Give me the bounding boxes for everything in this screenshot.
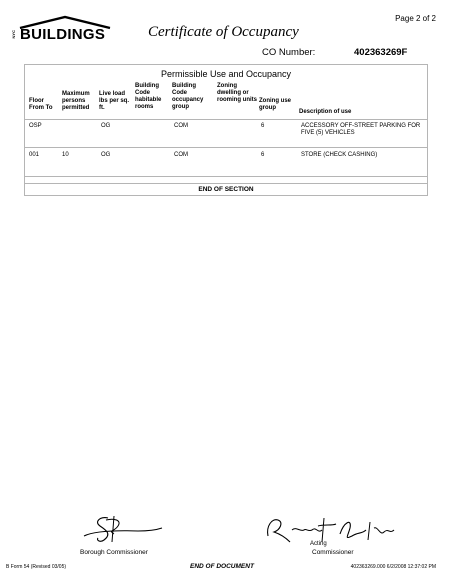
row2-use-group: 6: [261, 152, 265, 158]
column-header-description: Description of use: [299, 109, 352, 115]
logo-nyc-text: NYC: [11, 30, 16, 39]
permissible-use-table: [24, 64, 428, 196]
row-divider: [25, 147, 427, 148]
row2-occupancy-group: COM: [174, 152, 188, 158]
column-header-use-group: Zoning use group: [259, 98, 291, 111]
borough-commissioner-label: Borough Commissioner: [80, 549, 148, 556]
document-title: Certificate of Occupancy: [148, 24, 299, 40]
end-of-section: END OF SECTION: [198, 186, 254, 193]
form-number: B Form 54 (Revised 03/05): [6, 564, 67, 570]
column-header-live-load: Live load lbs per sq. ft.: [99, 91, 130, 111]
row2-live-load: OG: [101, 152, 111, 158]
commissioner-label: Commissioner: [312, 549, 354, 556]
row2-floor: 001: [29, 152, 40, 158]
row2-max-persons: 10: [62, 152, 69, 158]
column-header-dwelling-units: Zoning dwelling or rooming units: [217, 83, 257, 103]
commissioner-signature: [262, 514, 398, 548]
document-stamp: 402363269.000 6/2/2008 12:37:02 PM: [350, 564, 436, 570]
page-number: Page 2 of 2: [395, 14, 436, 23]
column-header-floor: Floor From To: [29, 98, 53, 111]
row1-floor: OSP: [29, 123, 42, 129]
end-of-document: END OF DOCUMENT: [190, 563, 254, 570]
co-number-value: 402363269F: [354, 47, 408, 58]
table-title: Permissible Use and Occupancy: [160, 69, 292, 79]
dob-logo: [10, 14, 120, 44]
borough-commissioner-signature: [78, 512, 168, 546]
co-number-label: CO Number:: [262, 47, 316, 58]
logo-buildings-text: BUILDINGS: [20, 26, 106, 43]
column-header-occupancy-group: Building Code occupancy group: [172, 83, 204, 110]
row1-occupancy-group: COM: [174, 123, 188, 129]
row1-use-group: 6: [261, 123, 265, 129]
row1-description: ACCESSORY OFF-STREET PARKING FOR FIVE (5) VEHICLES: [301, 123, 421, 136]
row-divider: [25, 176, 427, 177]
row1-live-load: OG: [101, 123, 111, 129]
acting-label: Acting: [310, 541, 327, 547]
row-divider: [25, 183, 427, 184]
header-divider: [25, 119, 427, 120]
column-header-habitable-rooms: Building Code habitable rooms: [135, 83, 162, 110]
column-header-max-persons: Maximum persons permitted: [62, 91, 90, 111]
row2-description: STORE (CHECK CASHING): [301, 152, 378, 158]
